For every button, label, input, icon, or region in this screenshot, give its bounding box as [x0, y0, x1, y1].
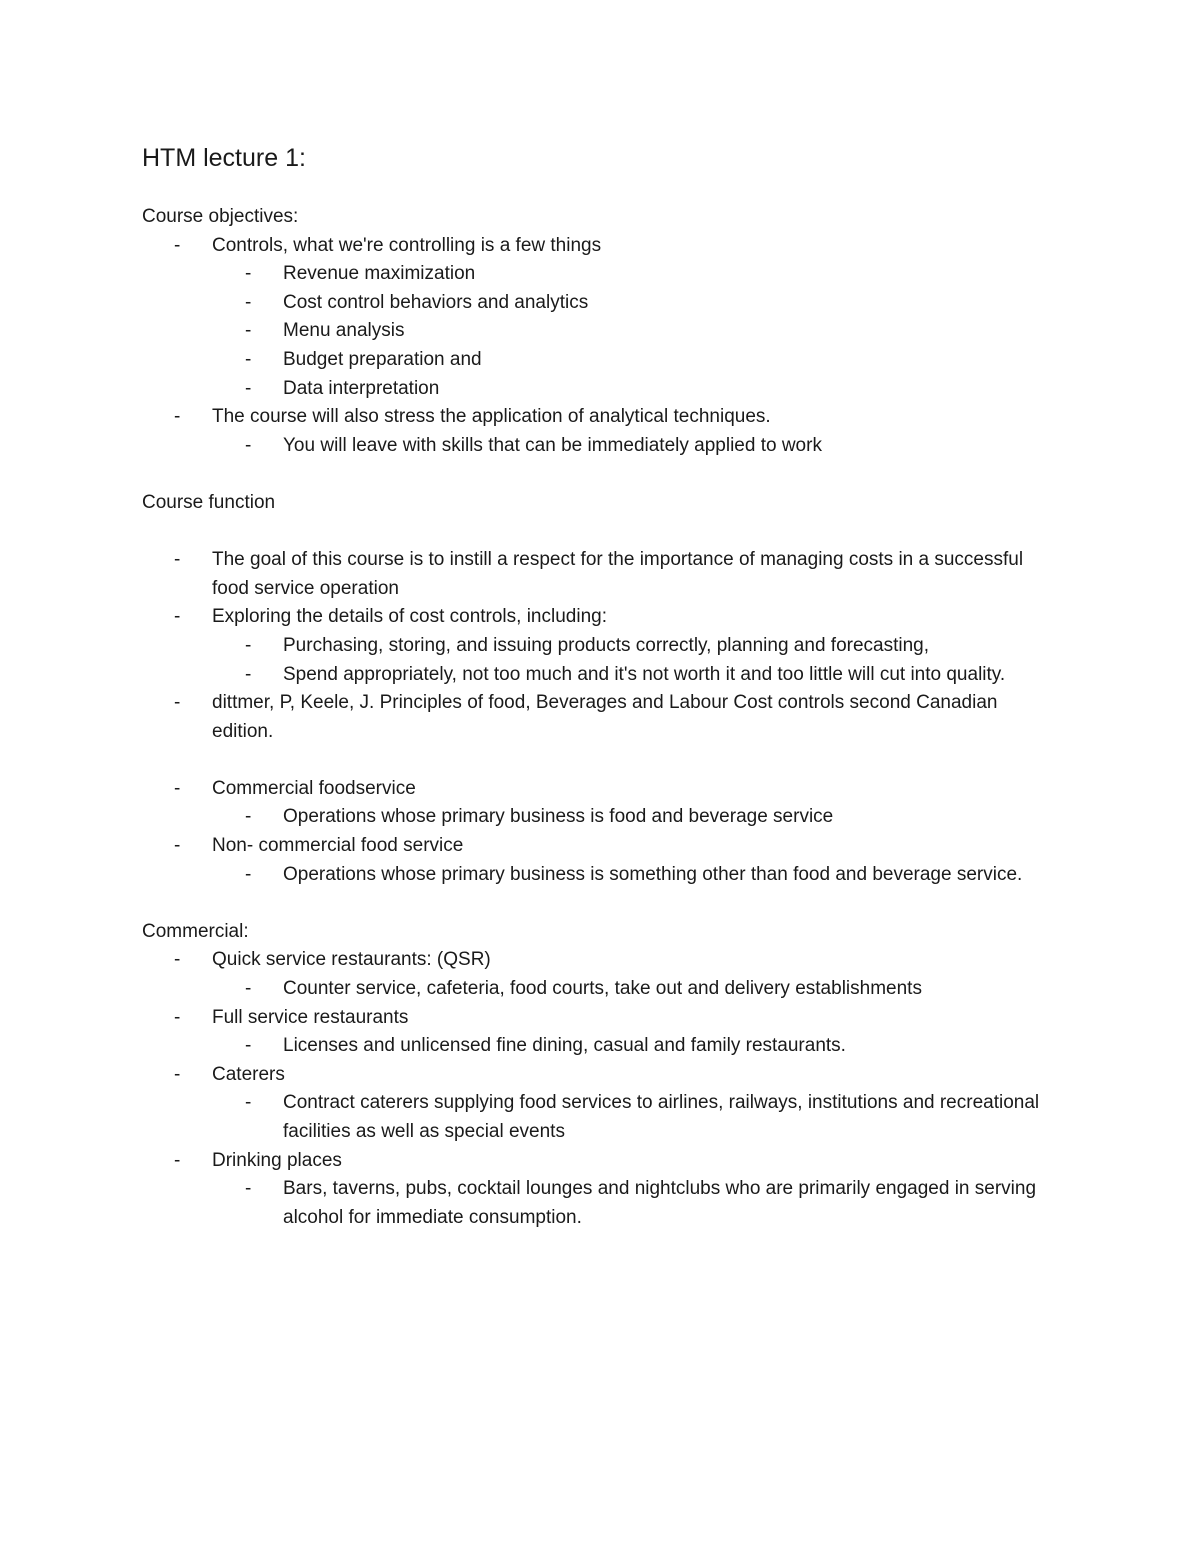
foodservice-types-list: [142, 775, 1062, 889]
dash-bullet: -: [245, 291, 252, 313]
list-item: - Bars, taverns, pubs, cocktail lounges and nightclubs who are primarily engaged in serving alcohol for immediate consumption.: [142, 1175, 1062, 1232]
list-item: - Full service restaurants: [142, 1004, 1062, 1033]
list-item: - Counter service, cafeteria, food courts, take out and delivery establishments: [142, 975, 1062, 1004]
list-item: - Drinking places: [142, 1147, 1062, 1176]
dash-bullet: -: [245, 978, 252, 1000]
dash-bullet: -: [245, 320, 252, 342]
dash-bullet: -: [174, 692, 181, 714]
list-item: - Commercial foodservice: [142, 775, 1062, 804]
spacer: [142, 460, 1062, 489]
list-item: - The goal of this course is to instill a respect for the importance of managing costs in a successful food service operation: [142, 546, 1062, 603]
dash-bullet: -: [245, 806, 252, 828]
objectives-heading: Course objectives:: [142, 206, 299, 227]
dash-bullet: -: [174, 835, 181, 857]
dash-bullet: -: [245, 863, 252, 885]
list-item: - Cost control behaviors and analytics: [142, 289, 1062, 318]
dash-bullet: -: [245, 348, 252, 370]
dash-bullet: -: [245, 377, 252, 399]
list-item: - Licenses and unlicensed fine dining, casual and family restaurants.: [142, 1032, 1062, 1061]
list-item: - dittmer, P, Keele, J. Principles of food, Beverages and Labour Cost controls second Canadian edition.: [142, 689, 1062, 746]
list-item: - Budget preparation and: [142, 346, 1062, 375]
dash-bullet: -: [174, 234, 181, 256]
function-heading: Course function: [142, 491, 276, 513]
list-item: - Spend appropriately, not too much and it's not worth it and too little will cut into quality.: [142, 661, 1062, 690]
document-page: [142, 142, 1062, 1232]
list-item: - Contract caterers supplying food services to airlines, railways, institutions and recreational facilities as well as special events: [142, 1089, 1062, 1146]
dash-bullet: -: [245, 663, 252, 685]
commercial-heading: Commercial:: [142, 920, 249, 942]
objectives-list: [142, 232, 1062, 461]
page-title: HTM lecture 1:: [142, 144, 306, 172]
dash-bullet: -: [245, 1092, 252, 1114]
dash-bullet: -: [245, 634, 252, 656]
list-item: - Quick service restaurants: (QSR): [142, 946, 1062, 975]
dash-bullet: -: [174, 777, 181, 799]
spacer: [142, 889, 1062, 918]
dash-bullet: -: [174, 1006, 181, 1028]
dash-bullet: -: [174, 949, 181, 971]
spacer: [142, 518, 1062, 547]
list-item: - Operations whose primary business is something other than food and beverage service.: [142, 861, 1062, 890]
dash-bullet: -: [174, 1149, 181, 1171]
dash-bullet: -: [174, 406, 181, 428]
list-item: - Data interpretation: [142, 375, 1062, 404]
dash-bullet: -: [174, 549, 181, 571]
list-item: - Purchasing, storing, and issuing products correctly, planning and forecasting,: [142, 632, 1062, 661]
list-item: - Revenue maximization: [142, 260, 1062, 289]
list-item: - Non- commercial food service: [142, 832, 1062, 861]
list-item: - You will leave with skills that can be immediately applied to work: [142, 432, 1062, 461]
dash-bullet: -: [245, 263, 252, 285]
commercial-list: [142, 946, 1062, 1232]
dash-bullet: -: [174, 606, 181, 628]
list-item: - Caterers: [142, 1061, 1062, 1090]
list-item: - Controls, what we're controlling is a few things: [142, 232, 1062, 261]
list-item: - Menu analysis: [142, 317, 1062, 346]
list-item: - Operations whose primary business is food and beverage service: [142, 803, 1062, 832]
dash-bullet: -: [245, 434, 252, 456]
dash-bullet: -: [245, 1178, 252, 1200]
spacer: [142, 746, 1062, 775]
dash-bullet: -: [174, 1063, 181, 1085]
list-item: - Exploring the details of cost controls, including:: [142, 603, 1062, 632]
function-list: [142, 546, 1062, 746]
list-item: - The course will also stress the application of analytical techniques.: [142, 403, 1062, 432]
dash-bullet: -: [245, 1035, 252, 1057]
